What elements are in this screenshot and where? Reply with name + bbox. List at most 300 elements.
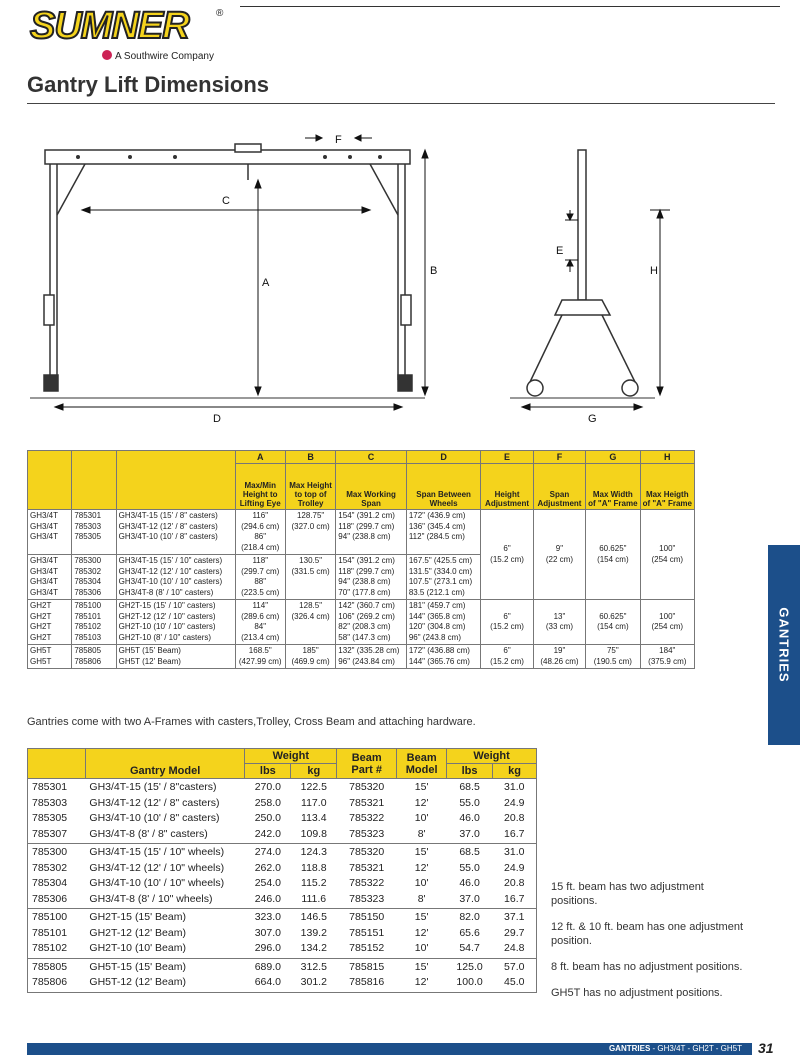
cell: GH2T-15 (15' / 10" casters) bbox=[118, 601, 216, 610]
header-gantry-model: Gantry Model bbox=[85, 749, 244, 779]
note-12-10ft: 12 ft. & 10 ft. beam has one adjustment position. bbox=[551, 921, 744, 947]
cell: 37.1 bbox=[504, 911, 525, 923]
cell: 94" (238.8 cm) bbox=[338, 532, 391, 541]
w-models bbox=[85, 844, 244, 909]
cell: GH2T bbox=[30, 601, 52, 610]
note-15ft: 15 ft. beam has two adjustment positions. bbox=[551, 881, 704, 907]
cell: GH3/4T-10 (10' / 10" casters) bbox=[118, 577, 223, 586]
header-f: Span Adjustment bbox=[533, 464, 585, 510]
w-lbs bbox=[245, 958, 291, 992]
cell: GH3/4T-15 (15' / 10" wheels) bbox=[89, 846, 225, 858]
w-beam-kg bbox=[493, 844, 537, 909]
cell: 785305 bbox=[74, 532, 102, 541]
cell: 19" bbox=[553, 646, 566, 655]
cell: 115.2 bbox=[301, 877, 327, 889]
cell: GH3/4T-12 (12' / 8" casters) bbox=[118, 521, 218, 531]
spec-e-2t bbox=[481, 600, 533, 645]
cell: (331.5 cm) bbox=[291, 566, 330, 576]
cell: (327.0 cm) bbox=[291, 521, 330, 531]
cell: (294.6 cm) bbox=[241, 521, 280, 531]
spec-d bbox=[406, 645, 481, 669]
cell: 258.0 bbox=[254, 796, 281, 809]
cell: 116" bbox=[252, 511, 269, 520]
header-beam-part bbox=[337, 749, 397, 779]
header-blank-part bbox=[28, 749, 86, 779]
cell: 785322 bbox=[349, 812, 385, 824]
cell: 24.9 bbox=[504, 861, 525, 874]
footer-bar bbox=[27, 1043, 752, 1055]
cell: 785320 bbox=[349, 846, 385, 858]
w-models bbox=[85, 779, 244, 844]
cell: GH3/4T bbox=[30, 511, 59, 520]
cell: GH3/4T-8 (8' / 10" wheels) bbox=[89, 892, 213, 905]
weight-group-row bbox=[28, 909, 537, 959]
cell: 114" bbox=[252, 601, 269, 610]
cell: GH2T-15 (15' Beam) bbox=[89, 911, 186, 923]
cell: 111.6 bbox=[301, 892, 327, 905]
cell: 10' bbox=[414, 812, 429, 824]
cell: GH2T-10 (8' / 10" casters) bbox=[118, 632, 212, 642]
page-number: 31 bbox=[758, 1040, 774, 1056]
cell: GH2T bbox=[30, 611, 52, 621]
cell: 70" (177.8 cm) bbox=[338, 587, 391, 597]
cell: 55.0 bbox=[459, 796, 480, 809]
spec-d bbox=[406, 600, 481, 645]
cell: 31.0 bbox=[504, 781, 525, 793]
w-models bbox=[85, 909, 244, 959]
cell: 8' bbox=[417, 892, 426, 905]
cell: 128.75" bbox=[296, 511, 325, 520]
spec-c bbox=[336, 600, 407, 645]
cell: 185" bbox=[302, 646, 319, 655]
cell: GH3/4T bbox=[30, 521, 59, 531]
cell: 68.5 bbox=[459, 846, 480, 858]
cell: GH2T bbox=[30, 622, 52, 631]
dimension-spec-table bbox=[27, 450, 695, 669]
spec-f-shared bbox=[533, 510, 585, 600]
side-tab-label: GANTRIES bbox=[776, 607, 792, 683]
w-kg bbox=[291, 844, 337, 909]
spec-models bbox=[28, 510, 72, 555]
cell: (154 cm) bbox=[597, 554, 629, 564]
spec-parts bbox=[72, 555, 116, 600]
cell: Beam bbox=[406, 751, 437, 764]
spec-d bbox=[406, 555, 481, 600]
cell: 785102 bbox=[32, 942, 68, 954]
w-beam-part bbox=[337, 958, 397, 992]
cell: 274.0 bbox=[254, 846, 281, 858]
header-letter-a: A bbox=[235, 451, 285, 464]
cell: (213.4 cm) bbox=[241, 632, 280, 642]
cell: 24.8 bbox=[504, 942, 525, 954]
note-8ft: 8 ft. beam has no adjustment positions. bbox=[551, 961, 743, 973]
cell: GH5T-15 (15' Beam) bbox=[89, 960, 186, 973]
cell: 24.9 bbox=[504, 796, 525, 809]
cell: GH3/4T bbox=[30, 566, 59, 576]
w-parts bbox=[28, 779, 86, 844]
cell: GH2T-10 (10' / 10" casters) bbox=[118, 622, 216, 631]
cell: 83.5 (212.1 cm) bbox=[408, 587, 465, 597]
cell: 785102 bbox=[74, 622, 102, 631]
logo-tagline bbox=[102, 50, 214, 62]
header-beam-lbs: lbs bbox=[447, 764, 493, 779]
cell: GH3/4T-10 (10' / 8" casters) bbox=[118, 532, 218, 541]
top-rule bbox=[240, 6, 780, 7]
cell: GH3/4T-12 (12' / 10" casters) bbox=[118, 566, 223, 576]
w-beam-part bbox=[337, 909, 397, 959]
cell: 785302 bbox=[74, 566, 102, 576]
cell: 107.5" (273.1 cm) bbox=[408, 577, 473, 586]
spec-descs bbox=[116, 600, 235, 645]
cell: 270.0 bbox=[254, 781, 281, 793]
spec-parts bbox=[72, 600, 116, 645]
cell: 785323 bbox=[349, 827, 385, 840]
cell: 154" (391.2 cm) bbox=[338, 511, 395, 520]
cell: 65.6 bbox=[459, 926, 480, 939]
cell: 132" (335.28 cm) bbox=[338, 646, 400, 655]
cell: 15' bbox=[414, 911, 429, 923]
cell: 124.3 bbox=[300, 846, 327, 858]
cell: 113.4 bbox=[301, 812, 327, 824]
spec-c bbox=[336, 555, 407, 600]
cell: 100" bbox=[659, 544, 676, 553]
cell: 118" (299.7 cm) bbox=[338, 521, 395, 531]
header-h: Max Heigth of "A" Frame bbox=[640, 464, 694, 510]
cell: 60.625" bbox=[599, 544, 627, 553]
w-beam-model bbox=[397, 958, 447, 992]
w-beam-part bbox=[337, 779, 397, 844]
cell: 128.5" bbox=[299, 601, 323, 610]
spec-group-row bbox=[28, 645, 695, 669]
cell: 46.0 bbox=[459, 877, 480, 889]
cell: 16.7 bbox=[504, 827, 525, 840]
title-rule bbox=[27, 103, 775, 104]
cell: 8' bbox=[417, 827, 426, 840]
w-lbs bbox=[245, 844, 291, 909]
header-kg: kg bbox=[291, 764, 337, 779]
spec-descs bbox=[116, 510, 235, 555]
cell: 144" (365.8 cm) bbox=[408, 611, 466, 621]
cell: 785816 bbox=[349, 976, 385, 988]
cell: (154 cm) bbox=[597, 622, 629, 631]
spec-e-shared bbox=[481, 510, 533, 600]
cell: (299.7 cm) bbox=[241, 566, 280, 576]
cell: (190.5 cm) bbox=[593, 656, 632, 666]
cell: 82" (208.3 cm) bbox=[338, 622, 391, 631]
cell: 785305 bbox=[32, 812, 68, 824]
header-beam-weight: Weight bbox=[447, 749, 537, 764]
cell: 785806 bbox=[74, 656, 102, 666]
cell: 785320 bbox=[349, 781, 385, 793]
cell: (289.6 cm) bbox=[241, 611, 280, 621]
cell: GH3/4T-12 (12' / 8" casters) bbox=[89, 796, 220, 809]
cell: 58" (147.3 cm) bbox=[338, 632, 391, 642]
cell: 785304 bbox=[74, 577, 102, 586]
cell: 106" (269.2 cm) bbox=[338, 611, 395, 621]
cell: 31.0 bbox=[504, 846, 525, 858]
cell: 6" bbox=[503, 611, 511, 621]
header-blank-part bbox=[72, 451, 116, 510]
included-items-note: Gantries come with two A-Frames with casters,Trolley, Cross Beam and attaching hardware. bbox=[27, 716, 476, 728]
cell: 785806 bbox=[32, 976, 68, 988]
section-side-tab bbox=[768, 545, 800, 745]
cell: 37.0 bbox=[459, 892, 480, 905]
cell: 664.0 bbox=[254, 976, 281, 988]
w-kg bbox=[291, 779, 337, 844]
cell: (48.26 cm) bbox=[540, 656, 579, 666]
cell: 785303 bbox=[32, 796, 68, 809]
cell: 6" bbox=[503, 544, 511, 553]
dim-label-h: H bbox=[650, 265, 658, 277]
cell: 785321 bbox=[349, 861, 385, 874]
cell: 10' bbox=[414, 942, 429, 954]
cell: 785321 bbox=[349, 796, 385, 809]
tagline-text: A Southwire Company bbox=[115, 51, 214, 62]
cell: GH3/4T-15 (15' / 8"casters) bbox=[89, 781, 217, 793]
cell: 100.0 bbox=[456, 976, 483, 988]
cell: 172" (436.9 cm) bbox=[408, 511, 466, 520]
note-gh5t: GH5T has no adjustment positions. bbox=[551, 987, 723, 999]
cell: 139.2 bbox=[300, 926, 327, 939]
cell: 785303 bbox=[74, 521, 102, 531]
cell: 15' bbox=[414, 781, 429, 793]
spec-e-5t bbox=[481, 645, 533, 669]
cell: (15.2 cm) bbox=[490, 656, 524, 666]
w-beam-lbs bbox=[447, 958, 493, 992]
cell: 12' bbox=[414, 861, 429, 874]
spec-models bbox=[28, 645, 72, 669]
spec-f-2t bbox=[533, 600, 585, 645]
cell: 131.5" (334.0 cm) bbox=[408, 566, 473, 576]
cell: 154" (391.2 cm) bbox=[338, 556, 395, 565]
cell: 785103 bbox=[74, 632, 102, 642]
header-beam-model bbox=[397, 749, 447, 779]
cell: 46.0 bbox=[459, 812, 480, 824]
cell: 136" (345.4 cm) bbox=[408, 521, 466, 531]
cell: 785805 bbox=[32, 960, 68, 973]
header-blank-model bbox=[28, 451, 72, 510]
cell: 82.0 bbox=[459, 911, 480, 923]
cell: GH3/4T bbox=[30, 577, 59, 586]
cell: 9" bbox=[555, 544, 564, 553]
w-beam-lbs bbox=[447, 844, 493, 909]
cell: (22 cm) bbox=[545, 554, 573, 564]
cell: 125.0 bbox=[456, 960, 483, 973]
cell: GH3/4T bbox=[30, 556, 59, 565]
w-parts bbox=[28, 844, 86, 909]
weight-group-row bbox=[28, 844, 537, 909]
cell: (223.5 cm) bbox=[241, 587, 280, 597]
spec-b bbox=[285, 555, 335, 600]
cell: 16.7 bbox=[504, 892, 525, 905]
cell: 254.0 bbox=[254, 877, 281, 889]
spec-h-shared bbox=[640, 510, 694, 600]
cell: 55.0 bbox=[459, 861, 480, 874]
dim-label-g: G bbox=[588, 413, 597, 425]
dim-label-b: B bbox=[430, 265, 438, 277]
cell: 785300 bbox=[32, 846, 68, 858]
cell: (33 cm) bbox=[545, 622, 573, 631]
cell: 13" bbox=[553, 611, 566, 621]
header-letter-g: G bbox=[586, 451, 640, 464]
spec-parts bbox=[72, 510, 116, 555]
cell: 785306 bbox=[32, 892, 68, 905]
cell: 785100 bbox=[32, 911, 68, 923]
cell: GH3/4T-10 (10' / 10" wheels) bbox=[89, 877, 225, 889]
cell: 785100 bbox=[74, 601, 102, 610]
spec-c bbox=[336, 510, 407, 555]
cell: GH3/4T-15 (15' / 8" casters) bbox=[118, 511, 218, 520]
spec-c bbox=[336, 645, 407, 669]
spec-parts bbox=[72, 645, 116, 669]
header-letter-h: H bbox=[640, 451, 694, 464]
spec-g-shared bbox=[586, 510, 640, 600]
header-a: Max/Min Height to Lifting Eye bbox=[235, 464, 285, 510]
weight-group-row bbox=[28, 958, 537, 992]
adjustment-notes bbox=[551, 880, 751, 1012]
cell: 130.5" bbox=[299, 556, 323, 565]
cell: 262.0 bbox=[254, 861, 281, 874]
header-blank-desc bbox=[116, 451, 235, 510]
spec-a bbox=[235, 510, 285, 555]
cell: (326.4 cm) bbox=[291, 611, 330, 621]
spec-d bbox=[406, 510, 481, 555]
sumner-logo bbox=[30, 6, 230, 62]
cell: 250.0 bbox=[254, 812, 281, 824]
cell: 45.0 bbox=[504, 976, 525, 988]
cell: 12' bbox=[414, 926, 429, 939]
cell: 142" (360.7 cm) bbox=[338, 601, 395, 610]
spec-descs bbox=[116, 645, 235, 669]
cell: 144" (365.76 cm) bbox=[408, 656, 470, 666]
cell: 785805 bbox=[74, 646, 102, 655]
spec-g-5t bbox=[586, 645, 640, 669]
cell: 785322 bbox=[349, 877, 385, 889]
cell: 312.5 bbox=[300, 960, 327, 973]
cell: 118" (299.7 cm) bbox=[338, 566, 395, 576]
w-beam-kg bbox=[493, 958, 537, 992]
header-letter-b: B bbox=[285, 451, 335, 464]
cell: (254 cm) bbox=[651, 622, 684, 631]
cell: 96" (243.8 cm) bbox=[408, 632, 462, 642]
cell: 689.0 bbox=[254, 960, 281, 973]
spec-models bbox=[28, 600, 72, 645]
cell: 120" (304.8 cm) bbox=[408, 622, 466, 631]
cell: 100" bbox=[659, 611, 676, 621]
cell: 68.5 bbox=[459, 781, 480, 793]
cell: 184" bbox=[659, 646, 676, 655]
cell: 88" bbox=[254, 577, 267, 586]
w-beam-lbs bbox=[447, 909, 493, 959]
cell: GH5T (12' Beam) bbox=[118, 656, 181, 666]
w-beam-lbs bbox=[447, 779, 493, 844]
spec-b bbox=[285, 510, 335, 555]
cell: (15.2 cm) bbox=[490, 554, 524, 564]
cell: GH3/4T-8 (8' / 8" casters) bbox=[89, 827, 208, 840]
cell: (218.4 cm) bbox=[241, 542, 280, 552]
cell: (15.2 cm) bbox=[490, 622, 524, 631]
cell: GH5T-12 (12' Beam) bbox=[89, 976, 186, 988]
header-weight: Weight bbox=[245, 749, 337, 764]
cell: 86" bbox=[254, 532, 267, 541]
cell: 785323 bbox=[349, 892, 385, 905]
w-beam-model bbox=[397, 844, 447, 909]
w-parts bbox=[28, 958, 86, 992]
cell: 54.7 bbox=[459, 942, 480, 954]
cell: 29.7 bbox=[504, 926, 525, 939]
cell: 296.0 bbox=[254, 942, 281, 954]
footer-section: GANTRIES bbox=[608, 1044, 651, 1053]
dim-label-d: D bbox=[213, 413, 221, 425]
header-letter-d: D bbox=[406, 451, 481, 464]
cell: 785301 bbox=[74, 511, 102, 520]
dim-label-f: F bbox=[335, 134, 342, 146]
cell: Beam bbox=[351, 751, 382, 764]
cell: 75" bbox=[606, 646, 619, 655]
cell: 785300 bbox=[74, 556, 102, 565]
w-beam-model bbox=[397, 779, 447, 844]
spec-b bbox=[285, 645, 335, 669]
cell: 168.5" bbox=[248, 646, 272, 655]
cell: 307.0 bbox=[254, 926, 281, 939]
cell: (254 cm) bbox=[651, 554, 684, 564]
header-beam-kg: kg bbox=[493, 764, 537, 779]
header-e: Height Adjustment bbox=[481, 464, 533, 510]
cell: 785151 bbox=[349, 926, 385, 939]
logo-wordmark: SUMNER bbox=[30, 5, 189, 47]
weight-table bbox=[27, 748, 537, 993]
cell: 118" bbox=[252, 556, 269, 565]
cell: GH5T (15' Beam) bbox=[118, 646, 181, 655]
w-models bbox=[85, 958, 244, 992]
w-beam-kg bbox=[493, 779, 537, 844]
spec-a bbox=[235, 555, 285, 600]
header-c: Max Working Span bbox=[336, 464, 407, 510]
header-g: Max Width of "A" Frame bbox=[586, 464, 640, 510]
cell: 60.625" bbox=[599, 611, 627, 621]
cell: 10' bbox=[414, 877, 429, 889]
spec-group-row bbox=[28, 510, 695, 555]
gantry-diagram bbox=[30, 120, 710, 430]
weight-group-row bbox=[28, 779, 537, 844]
cell: 12' bbox=[414, 976, 429, 988]
cell: 785101 bbox=[74, 611, 102, 621]
cell: 37.0 bbox=[459, 827, 480, 840]
w-kg bbox=[291, 958, 337, 992]
cell: 57.0 bbox=[504, 960, 525, 973]
cell: GH2T-12 (12' Beam) bbox=[89, 926, 186, 939]
w-beam-kg bbox=[493, 909, 537, 959]
header-letter-f: F bbox=[533, 451, 585, 464]
cell: 785301 bbox=[32, 781, 68, 793]
spec-g-2t bbox=[586, 600, 640, 645]
cell: 785815 bbox=[349, 960, 385, 973]
cell: 785302 bbox=[32, 861, 68, 874]
cell: 96" (243.84 cm) bbox=[338, 656, 395, 666]
cell: 12' bbox=[414, 796, 429, 809]
cell: 146.5 bbox=[300, 911, 327, 923]
w-beam-model bbox=[397, 909, 447, 959]
spec-a bbox=[235, 645, 285, 669]
spec-h-2t bbox=[640, 600, 694, 645]
spec-h-5t bbox=[640, 645, 694, 669]
cell: 112" (284.5 cm) bbox=[408, 532, 465, 541]
cell: 323.0 bbox=[254, 911, 281, 923]
cell: GH2T-10 (10' Beam) bbox=[89, 942, 186, 954]
cell: 181" (459.7 cm) bbox=[408, 601, 466, 610]
cell: GH5T bbox=[30, 656, 52, 666]
cell: 301.2 bbox=[300, 976, 327, 988]
